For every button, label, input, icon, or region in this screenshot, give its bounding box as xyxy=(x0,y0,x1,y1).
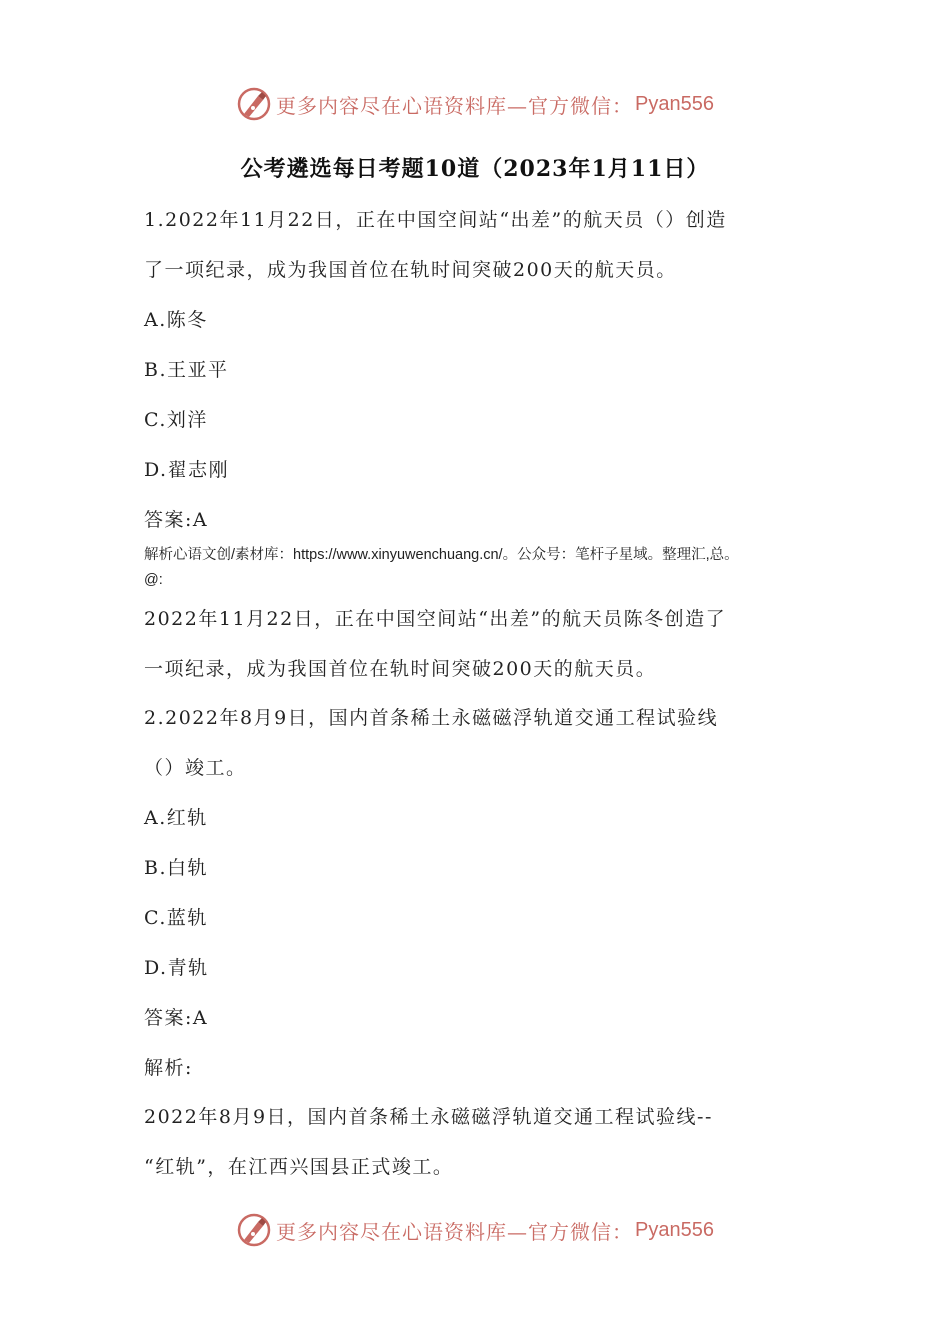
page-title: 公考遴选每日考题10道（2023年1月11日） xyxy=(240,156,710,182)
pen-nib-logo-icon xyxy=(236,1212,272,1248)
banner-text: 更多内容尽在心语资料库—官方微信： xyxy=(276,93,634,118)
banner-text: 更多内容尽在心语资料库—官方微信： xyxy=(276,1219,634,1244)
question-2-analysis-label: 解析: xyxy=(144,1057,193,1079)
question-2-text-line-1: 2.2022年8月9日，国内首条稀土永磁磁浮轨道交通工程试验线 xyxy=(144,707,719,729)
question-1-option-a: A.陈冬 xyxy=(144,309,208,331)
question-2-option-c: C.蓝轨 xyxy=(144,907,208,929)
question-1-answer: 答案:A xyxy=(144,509,209,531)
question-2-answer: 答案:A xyxy=(144,1007,209,1029)
question-2-option-a: A.红轨 xyxy=(144,807,208,829)
question-1-option-c: C.刘洋 xyxy=(144,409,208,431)
question-2-option-b: B.白轨 xyxy=(144,857,209,879)
question-2-option-d: D.青轨 xyxy=(144,957,209,979)
question-1-option-d: D.翟志刚 xyxy=(144,459,230,481)
footer-watermark-banner xyxy=(0,1208,950,1252)
question-2-explanation-line-1: 2022年8月9日，国内首条稀土永磁磁浮轨道交通工程试验线-- xyxy=(144,1106,713,1128)
question-1-option-b: B.王亚平 xyxy=(144,359,229,381)
banner-wechat-id: Pyan556 xyxy=(635,92,714,115)
header-watermark-banner xyxy=(0,82,950,126)
question-1-text-line-2: 了一项纪录，成为我国首位在轨时间突破200天的航天员。 xyxy=(144,259,677,281)
question-2-text-line-2: （）竣工。 xyxy=(144,757,247,779)
question-1-explanation-line-1: 2022年11月22日，正在中国空间站“出差”的航天员陈冬创造了 xyxy=(144,608,727,630)
question-1-text-line-1: 1.2022年11月22日，正在中国空间站“出差”的航天员（）创造 xyxy=(144,209,727,231)
question-1-analysis-label-cont: @: xyxy=(144,572,163,588)
banner-wechat-id: Pyan556 xyxy=(635,1218,714,1241)
question-1-explanation-line-2: 一项纪录，成为我国首位在轨时间突破200天的航天员。 xyxy=(144,658,657,680)
question-2-explanation-line-2: “红轨”，在江西兴国县正式竣工。 xyxy=(144,1156,454,1178)
question-1-analysis-label: 解析心语文创/素材库：https://www.xinyuwenchuang.cn/。公众号：笔杆子星域。整理汇,总。 xyxy=(144,547,739,563)
pen-nib-logo-icon xyxy=(236,86,272,122)
